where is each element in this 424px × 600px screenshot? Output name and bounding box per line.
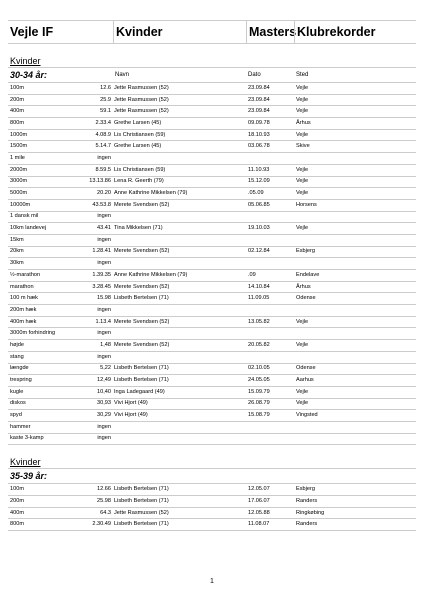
table-row: [8, 375, 416, 387]
date-cell: 24.05.05: [248, 377, 270, 384]
athlete-cell: Lisbeth Bertelsen (71): [114, 497, 169, 504]
venue-cell: Århus: [296, 119, 311, 126]
result-cell: 13.13.86: [89, 178, 111, 185]
result-cell: 1.39.35: [92, 271, 111, 278]
venue-cell: Vejle: [296, 96, 309, 103]
venue-cell: Endelave: [296, 271, 320, 278]
result-cell: 30,93: [97, 400, 111, 407]
venue-cell: Ringkøbing: [296, 509, 325, 516]
sections: [8, 56, 416, 531]
event-cell: 10000m: [10, 201, 31, 208]
event-cell: 400m: [10, 509, 24, 516]
venue-cell: Vejle: [296, 318, 309, 325]
table-row: [8, 317, 416, 329]
athlete-cell: Vivi Hjort (49): [114, 412, 148, 419]
table-row: [8, 177, 416, 189]
athlete-cell: Merete Svendsen (52): [114, 283, 170, 290]
date-cell: 12.05.07: [248, 486, 270, 493]
event-cell: stang: [10, 353, 24, 360]
table-row: [8, 153, 416, 165]
result-cell: ingen: [97, 353, 111, 360]
athlete-cell: Inga Ladegaard (49): [114, 388, 165, 395]
result-cell: ingen: [97, 213, 111, 220]
event-cell: 3000m forhindring: [10, 330, 56, 337]
result-cell: 43.53.8: [92, 201, 111, 208]
event-cell: 15km: [10, 236, 24, 243]
date-cell: 11.08.07: [248, 521, 270, 528]
venue-cell: Århus: [296, 283, 311, 290]
venue-cell: Esbjerg: [296, 248, 315, 255]
table-row: [8, 484, 416, 496]
table-row: [8, 118, 416, 130]
date-cell: 02.12.84: [248, 248, 270, 255]
date-cell: 03.06.78: [248, 143, 270, 150]
venue-cell: Vejle: [296, 178, 309, 185]
event-cell: kaste 3-kamp: [10, 435, 44, 442]
event-cell: 20km: [10, 248, 24, 255]
date-cell: 12.05.88: [248, 509, 270, 516]
venue-cell: Vejle: [296, 131, 309, 138]
athlete-cell: Grethe Larsen (45): [114, 119, 162, 126]
event-cell: 400m hæk: [10, 318, 37, 325]
table-row: [8, 223, 416, 235]
records-page: [8, 20, 416, 531]
sted-column-label: Sted: [296, 72, 309, 78]
event-cell: 200m: [10, 497, 24, 504]
event-cell: 200m hæk: [10, 306, 37, 313]
event-cell: 100m: [10, 486, 24, 493]
date-cell: 17.06.07: [248, 497, 270, 504]
venue-cell: Randers: [296, 497, 318, 504]
athlete-cell: Grethe Larsen (45): [114, 143, 162, 150]
table-row: [8, 422, 416, 434]
age-group-row: [8, 68, 416, 83]
result-cell: 5,22: [100, 365, 111, 372]
date-cell: 15.12.09: [248, 178, 270, 185]
date-cell: 23.09.84: [248, 96, 270, 103]
event-cell: 1 mile: [10, 154, 25, 161]
event-cell: 400m: [10, 108, 24, 115]
event-cell: marathon: [10, 283, 34, 290]
athlete-cell: Tina Mikkelsen (71): [114, 225, 163, 232]
athlete-cell: Merete Svendsen (52): [114, 201, 170, 208]
date-cell: 13.05.82: [248, 318, 270, 325]
date-cell: 23.09.84: [248, 84, 270, 91]
venue-cell: Vingsted: [296, 412, 318, 419]
event-cell: 1500m: [10, 143, 28, 150]
table-row: [8, 106, 416, 118]
athlete-cell: Merete Svendsen (52): [114, 318, 170, 325]
event-cell: 100m: [10, 84, 24, 91]
venue-cell: Odense: [296, 365, 316, 372]
venue-cell: Skive: [296, 143, 310, 150]
result-cell: ingen: [97, 435, 111, 442]
result-cell: ingen: [97, 330, 111, 337]
result-cell: 2.33.4: [95, 119, 111, 126]
kvinder-heading: Kvinder: [113, 21, 246, 43]
event-cell: spyd: [10, 412, 22, 419]
athlete-cell: Lisbeth Bertelsen (71): [114, 521, 169, 528]
result-cell: 64.3: [100, 509, 111, 516]
date-cell: 15.08.79: [248, 412, 270, 419]
venue-cell: Esbjerg: [296, 486, 315, 493]
page-number: 1: [210, 578, 214, 585]
athlete-cell: Jette Rasmussen (52): [114, 509, 169, 516]
table-row: [8, 305, 416, 317]
klubrekorder-heading: Klubrekorder: [294, 21, 416, 43]
venue-cell: Vejle: [296, 190, 309, 197]
table-row: [8, 328, 416, 340]
result-cell: 15.98: [97, 295, 111, 302]
venue-cell: Vejle: [296, 400, 309, 407]
date-cell: 26.08.79: [248, 400, 270, 407]
athlete-cell: Jette Rasmussen (52): [114, 96, 169, 103]
table-row: [8, 434, 416, 446]
result-cell: 5.14.7: [95, 143, 111, 150]
athlete-cell: Lena R. Geerth (79): [114, 178, 164, 185]
venue-cell: Horsens: [296, 201, 317, 208]
club-title: Vejle IF: [10, 25, 54, 39]
date-cell: 11.10.93: [248, 166, 270, 173]
event-cell: ½-marathon: [10, 271, 41, 278]
result-cell: 43.41: [97, 225, 111, 232]
table-header: [8, 20, 416, 44]
table-row: [8, 282, 416, 294]
event-cell: 1 dansk mil: [10, 213, 39, 220]
venue-cell: Odense: [296, 295, 316, 302]
date-cell: 18.10.93: [248, 131, 270, 138]
navn-column-label: Navn: [115, 72, 130, 78]
event-cell: højde: [10, 341, 24, 348]
result-cell: 12.66: [97, 486, 111, 493]
result-cell: 25.9: [100, 96, 111, 103]
athlete-cell: Jette Rasmussen (52): [114, 84, 169, 91]
venue-cell: Vejle: [296, 166, 309, 173]
athlete-cell: Lisbeth Bertelsen (71): [114, 295, 169, 302]
event-cell: 100 m hæk: [10, 295, 38, 302]
result-cell: 12.6: [100, 84, 111, 91]
result-cell: 1.13.4: [95, 318, 111, 325]
table-row: [8, 165, 416, 177]
result-cell: 10,40: [97, 388, 111, 395]
table-row: [8, 200, 416, 212]
date-cell: .05.09: [248, 190, 264, 197]
table-row: [8, 212, 416, 224]
table-row: [8, 293, 416, 305]
date-cell: 09.09.78: [248, 119, 270, 126]
venue-cell: Vejle: [296, 225, 309, 232]
table-row: [8, 352, 416, 364]
result-cell: 3.28.45: [92, 283, 111, 290]
table-row: [8, 95, 416, 107]
date-cell: 05.06.85: [248, 201, 270, 208]
dato-column-label: Dato: [248, 72, 261, 78]
athlete-cell: Merete Svendsen (52): [114, 248, 170, 255]
athlete-cell: Lis Christiansen (59): [114, 131, 166, 138]
event-cell: hammer: [10, 423, 31, 430]
table-row: [8, 410, 416, 422]
result-cell: 1,48: [100, 341, 111, 348]
table-row: [8, 508, 416, 520]
venue-cell: Randers: [296, 521, 318, 528]
result-cell: ingen: [97, 423, 111, 430]
result-cell: 8.59.5: [95, 166, 111, 173]
table-row: [8, 258, 416, 270]
athlete-cell: Lisbeth Bertelsen (71): [114, 377, 169, 384]
athlete-cell: Lis Christiansen (59): [114, 166, 166, 173]
result-cell: 20.20: [97, 190, 111, 197]
age-group-row: [8, 469, 416, 484]
event-cell: 800m: [10, 521, 24, 528]
table-row: [8, 496, 416, 508]
event-cell: længde: [10, 365, 29, 372]
athlete-cell: Anne Kathrine Mikkelsen (79): [114, 271, 188, 278]
result-cell: ingen: [97, 260, 111, 267]
table-row: [8, 270, 416, 282]
event-cell: 10km landevej: [10, 225, 47, 232]
result-cell: 25.98: [97, 497, 111, 504]
result-cell: ingen: [97, 236, 111, 243]
venue-cell: Aarhus: [296, 377, 314, 384]
athlete-cell: Anne Kathrine Mikkelsen (79): [114, 190, 188, 197]
result-cell: 12,49: [97, 377, 111, 384]
date-cell: 23.09.84: [248, 108, 270, 115]
table-row: [8, 387, 416, 399]
event-cell: kugle: [10, 388, 24, 395]
age-group-label: 30-34 år:: [10, 70, 48, 80]
table-row: [8, 340, 416, 352]
section-title: Kvinder: [8, 56, 416, 68]
athlete-cell: Vivi Hjort (49): [114, 400, 148, 407]
event-cell: 30km: [10, 260, 24, 267]
event-cell: diskos: [10, 400, 26, 407]
table-row: [8, 235, 416, 247]
result-cell: ingen: [97, 306, 111, 313]
result-cell: 1.28.41: [92, 248, 111, 255]
athlete-cell: Lisbeth Bertelsen (71): [114, 486, 169, 493]
event-cell: 5000m: [10, 190, 28, 197]
result-cell: 59.1: [100, 108, 111, 115]
event-cell: 200m: [10, 96, 24, 103]
table-row: [8, 188, 416, 200]
date-cell: .09: [248, 271, 256, 278]
venue-cell: Vejle: [296, 388, 309, 395]
age-group-label: 35-39 år:: [10, 471, 48, 482]
date-cell: 20.05.82: [248, 341, 270, 348]
section-title: Kvinder: [8, 457, 416, 469]
event-cell: 1000m: [10, 131, 28, 138]
table-row: [8, 399, 416, 411]
event-cell: 800m: [10, 119, 24, 126]
date-cell: 11.09.05: [248, 295, 270, 302]
masters-heading: Masters: [246, 21, 294, 43]
event-cell: 3000m: [10, 178, 28, 185]
result-cell: 30,29: [97, 412, 111, 419]
date-cell: 14.10.84: [248, 283, 270, 290]
venue-cell: Vejle: [296, 341, 309, 348]
event-cell: trespring: [10, 377, 32, 384]
athlete-cell: Lisbeth Bertelsen (71): [114, 365, 169, 372]
date-cell: 02.10.05: [248, 365, 270, 372]
event-cell: 2000m: [10, 166, 28, 173]
athlete-cell: Merete Svendsen (52): [114, 341, 170, 348]
venue-cell: Vejle: [296, 108, 309, 115]
result-cell: 2.30.49: [92, 521, 111, 528]
table-row: [8, 130, 416, 142]
date-cell: 19.10.03: [248, 225, 270, 232]
athlete-cell: Jette Rasmussen (52): [114, 108, 169, 115]
table-row: [8, 83, 416, 95]
result-cell: ingen: [97, 154, 111, 161]
date-cell: 15.09.79: [248, 388, 270, 395]
table-row: [8, 364, 416, 376]
result-cell: 4.08.9: [95, 131, 111, 138]
table-row: [8, 247, 416, 259]
table-row: [8, 141, 416, 153]
venue-cell: Vejle: [296, 84, 309, 91]
table-row: [8, 519, 416, 531]
